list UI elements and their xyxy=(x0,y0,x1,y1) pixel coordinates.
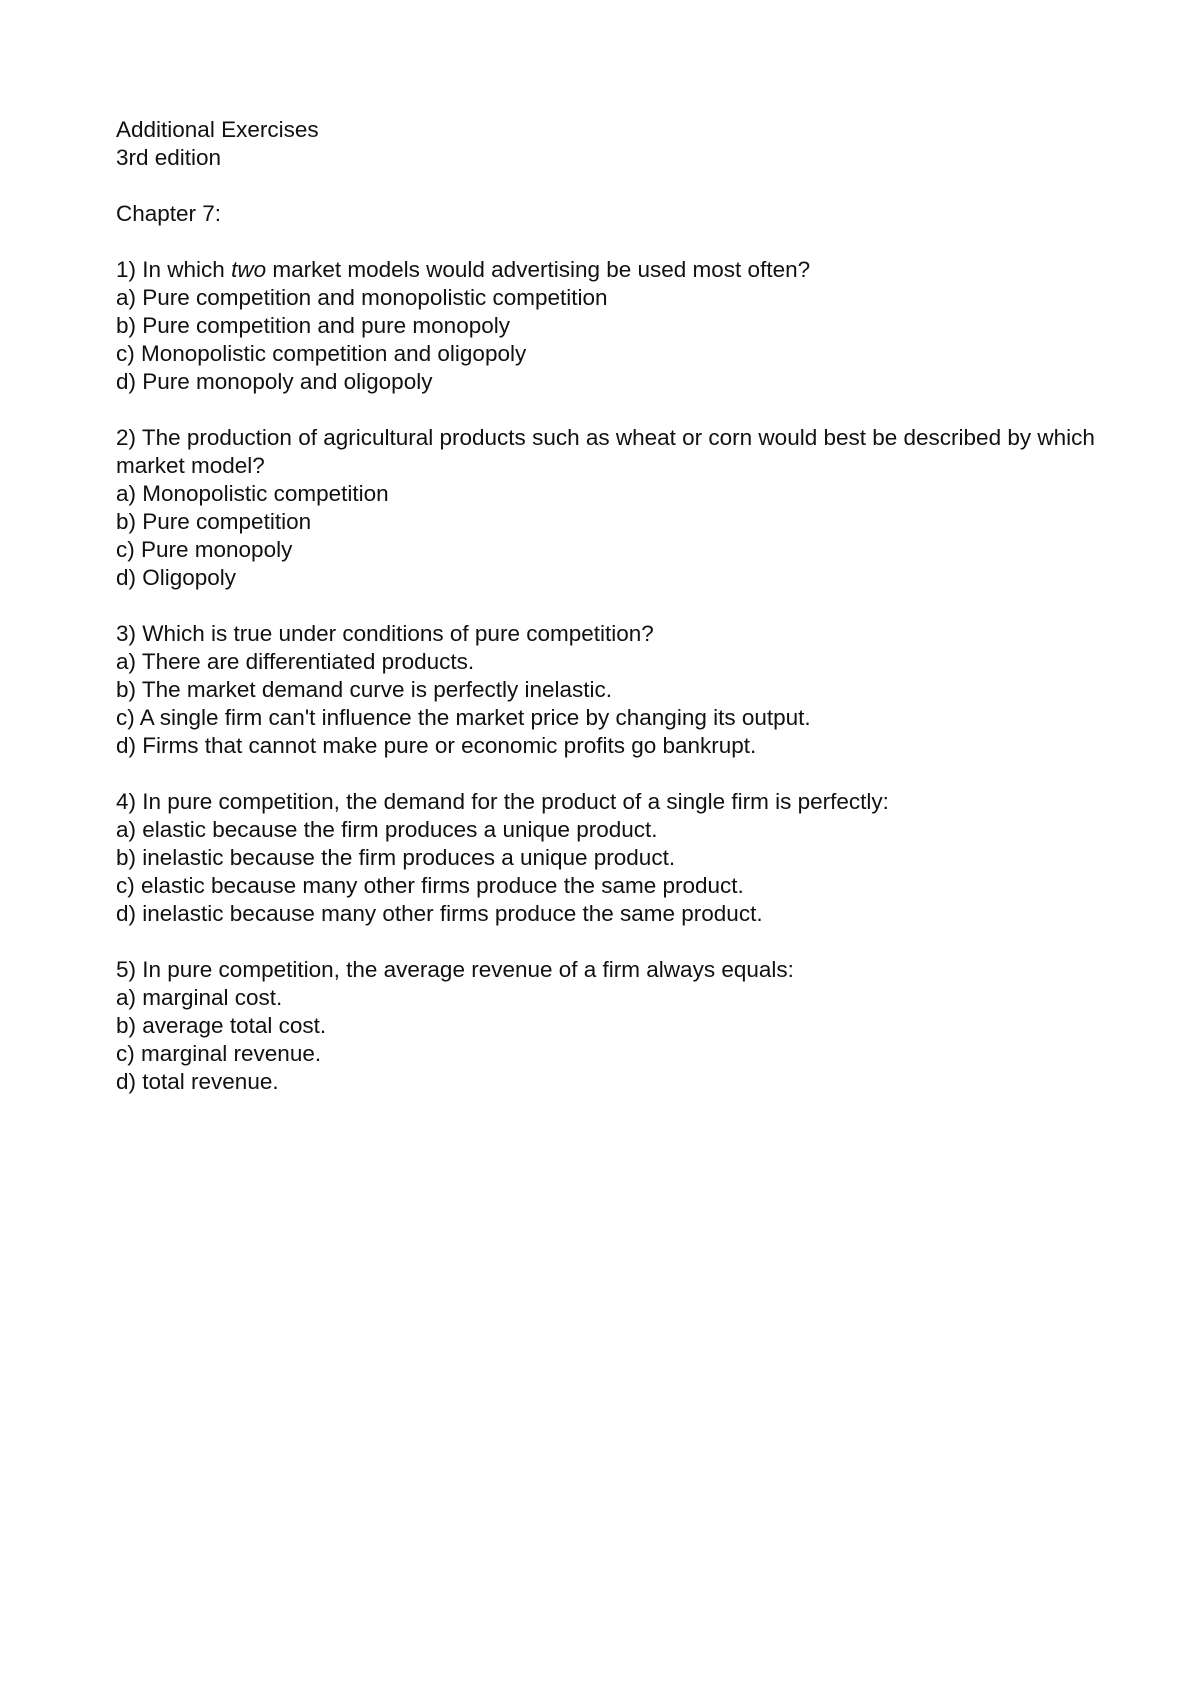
spacer xyxy=(116,760,1116,788)
question-1-option-c: c) Monopolistic competition and oligopoly xyxy=(116,341,527,366)
question-4-option-c: c) elastic because many other firms produce the same product. xyxy=(116,873,744,898)
question-3 xyxy=(116,620,1116,760)
edition-label: 3rd edition xyxy=(116,145,222,170)
question-2-option-c: c) Pure monopoly xyxy=(116,537,293,562)
spacer xyxy=(116,592,1116,620)
question-5-option-c: c) marginal revenue. xyxy=(116,1041,322,1066)
question-5-stem: 5) In pure competition, the average revenue of a firm always equals: xyxy=(116,957,794,982)
question-1-option-d: d) Pure monopoly and oligopoly xyxy=(116,369,433,394)
question-1-stem-emphasis: two xyxy=(231,257,267,282)
question-2-stem: 2) The production of agricultural products such as wheat or corn would best be described by which market model? xyxy=(116,425,1095,478)
chapter-heading: Chapter 7: xyxy=(116,201,222,226)
question-3-option-d: d) Firms that cannot make pure or economic profits go bankrupt. xyxy=(116,733,757,758)
question-1 xyxy=(116,256,1116,396)
question-1-stem-before: 1) In which xyxy=(116,257,232,282)
document-title: Additional Exercises xyxy=(116,117,319,142)
question-3-option-b: b) The market demand curve is perfectly inelastic. xyxy=(116,677,613,702)
spacer xyxy=(116,396,1116,424)
spacer xyxy=(116,928,1116,956)
question-2-option-a: a) Monopolistic competition xyxy=(116,481,389,506)
question-5-option-b: b) average total cost. xyxy=(116,1013,327,1038)
question-4-option-d: d) inelastic because many other firms produce the same product. xyxy=(116,901,763,926)
question-2 xyxy=(116,424,1116,592)
question-1-option-b: b) Pure competition and pure monopoly xyxy=(116,313,510,338)
question-4-option-a: a) elastic because the firm produces a unique product. xyxy=(116,817,658,842)
question-1-stem-after: market models would advertising be used most often? xyxy=(266,257,811,282)
question-4-stem: 4) In pure competition, the demand for the product of a single firm is perfectly: xyxy=(116,789,889,814)
question-5 xyxy=(116,956,1116,1096)
question-5-option-d: d) total revenue. xyxy=(116,1069,279,1094)
spacer xyxy=(116,228,1116,256)
question-4 xyxy=(116,788,1116,928)
question-3-stem: 3) Which is true under conditions of pure competition? xyxy=(116,621,654,646)
question-2-option-b: b) Pure competition xyxy=(116,509,312,534)
question-3-option-a: a) There are differentiated products. xyxy=(116,649,475,674)
question-2-option-d: d) Oligopoly xyxy=(116,565,237,590)
question-4-option-b: b) inelastic because the firm produces a unique product. xyxy=(116,845,676,870)
question-3-option-c: c) A single firm can't influence the market price by changing its output. xyxy=(116,705,811,730)
spacer xyxy=(116,172,1116,200)
question-1-stem xyxy=(116,256,1116,284)
question-5-option-a: a) marginal cost. xyxy=(116,985,283,1010)
document-content xyxy=(116,116,1116,1096)
question-1-option-a: a) Pure competition and monopolistic competition xyxy=(116,285,608,310)
